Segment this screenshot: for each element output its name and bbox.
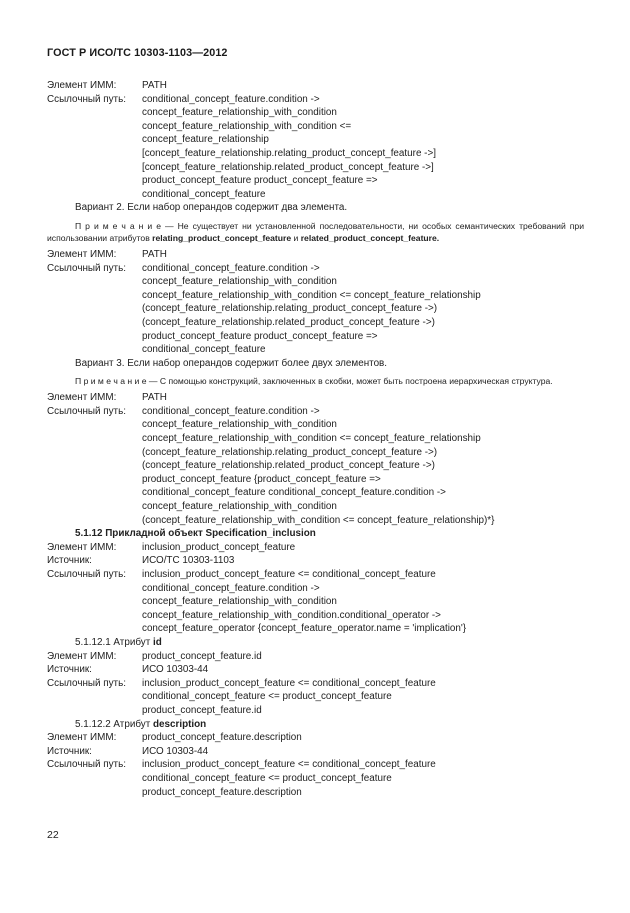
ref-path-line: concept_feature_relationship_with_condition	[142, 276, 337, 288]
ref-path-label: Ссылочный путь:	[47, 262, 126, 274]
ref-path-line: concept_feature_relationship_with_condition	[142, 107, 337, 119]
source-label: Источник:	[47, 664, 92, 676]
ref-path-line: product_concept_feature product_concept_feature =>	[142, 175, 378, 187]
ref-path-line: concept_feature_relationship_with_condition <= concept_feature_relationship	[142, 289, 481, 301]
ref-path-line: inclusion_product_concept_feature <= conditional_concept_feature	[142, 677, 436, 689]
element-label: Элемент ИММ:	[47, 732, 117, 744]
page-number: 22	[47, 829, 59, 841]
ref-path-line: conditional_concept_feature.condition ->	[142, 93, 320, 105]
ref-path-line: conditional_concept_feature conditional_concept_feature.condition ->	[142, 487, 446, 499]
ref-path-line: conditional_concept_feature.condition ->	[142, 405, 320, 417]
attribute-name: id	[152, 636, 162, 648]
element-value: PATH	[142, 248, 167, 260]
element-value: inclusion_product_concept_feature	[142, 541, 296, 553]
ref-path-line: (concept_feature_relationship.relating_product_concept_feature ->)	[142, 303, 438, 315]
element-value: product_concept_feature.id	[142, 650, 262, 662]
ref-path-line: conditional_concept_feature	[142, 188, 266, 200]
ref-path-line: conditional_concept_feature	[142, 344, 266, 356]
ref-path-line: concept_feature_operator {concept_feature_operator.name = 'implication'}	[142, 623, 467, 635]
source-row	[47, 554, 584, 568]
mapping-element-row	[47, 248, 584, 262]
source-value: ИСО/ТС 10303-1103	[142, 555, 235, 567]
element-value: product_concept_feature.description	[142, 732, 302, 744]
mapping-element-row	[47, 79, 584, 93]
element-label: Элемент ИММ:	[47, 80, 117, 91]
attribute-name: description	[152, 718, 207, 730]
note-paragraph: П р и м е ч а н и е — С помощью конструкций, заключенных в скобки, может быть построена иерархическая структура.	[75, 376, 553, 387]
source-label: Источник:	[47, 745, 92, 757]
subsection-prefix: 5.1.12.2 Атрибут	[75, 718, 153, 730]
ref-path-line: product_concept_feature.id	[142, 704, 262, 716]
ref-path-label: Ссылочный путь:	[47, 759, 126, 771]
element-value: PATH	[142, 392, 167, 404]
mapping-element-row	[47, 731, 584, 745]
source-value: ИСО 10303-44	[142, 745, 209, 757]
ref-path-line: concept_feature_relationship_with_condition <=	[142, 120, 352, 132]
document-header: ГОСТ Р ИСО/ТС 10303-1103—2012	[47, 47, 228, 59]
source-row	[47, 745, 584, 759]
element-value: PATH	[142, 80, 167, 91]
ref-path-line: (concept_feature_relationship.relating_product_concept_feature ->)	[142, 446, 438, 458]
ref-path-line: concept_feature_relationship	[142, 134, 269, 146]
source-row	[47, 663, 584, 677]
ref-path-line: (concept_feature_relationship_with_condition <= concept_feature_relationship)*}	[142, 514, 495, 526]
mapping-element-row	[47, 391, 584, 405]
ref-path-line: concept_feature_relationship_with_condition	[142, 596, 337, 608]
note-text: П р и м е ч а н и е — Не существует ни установленной последовательности, ни особых семантических требований при использовании атрибутов	[47, 220, 584, 243]
ref-path-row	[47, 262, 584, 276]
ref-path-label: Ссылочный путь:	[47, 569, 126, 580]
ref-path-line: concept_feature_relationship_with_condition.conditional_operator ->	[142, 609, 441, 621]
ref-path-label: Ссылочный путь:	[47, 93, 126, 105]
ref-path-row	[47, 405, 584, 419]
ref-path-line: [concept_feature_relationship.related_product_concept_feature ->]	[142, 161, 434, 173]
ref-path-line: product_concept_feature {product_concept_feature =>	[142, 473, 381, 485]
mapping-element-row	[47, 650, 584, 664]
note-paragraph	[47, 220, 584, 244]
section-heading: 5.1.12 Прикладной объект Specification_inclusion	[75, 528, 316, 540]
ref-path-line: concept_feature_relationship_with_condition	[142, 501, 337, 513]
ref-path-line: product_concept_feature.description	[142, 786, 302, 798]
subsection-heading	[47, 636, 584, 650]
variant-text: Вариант 2. Если набор операндов содержит два элемента.	[75, 202, 348, 214]
ref-path-line: (concept_feature_relationship.related_product_concept_feature ->)	[142, 316, 435, 328]
ref-path-line: concept_feature_relationship_with_condition	[142, 419, 337, 431]
subsection-prefix: 5.1.12.1 Атрибут	[75, 636, 153, 648]
document-body	[47, 79, 584, 799]
element-label: Элемент ИММ:	[47, 541, 117, 553]
ref-path-line: conditional_concept_feature.condition ->	[142, 582, 320, 594]
ref-path-row	[47, 93, 584, 107]
ref-path-label: Ссылочный путь:	[47, 677, 126, 689]
ref-path-line: [concept_feature_relationship.relating_product_concept_feature ->]	[142, 147, 436, 159]
ref-path-line: conditional_concept_feature <= product_concept_feature	[142, 772, 392, 784]
subsection-heading	[47, 718, 584, 732]
ref-path-line: inclusion_product_concept_feature <= conditional_concept_feature	[142, 569, 436, 580]
source-value: ИСО 10303-44	[142, 664, 209, 676]
source-label: Источник:	[47, 555, 92, 567]
ref-path-line: (concept_feature_relationship.related_product_concept_feature ->)	[142, 460, 435, 472]
note-conj: и	[291, 232, 301, 243]
ref-path-line: inclusion_product_concept_feature <= conditional_concept_feature	[142, 759, 436, 771]
ref-path-label: Ссылочный путь:	[47, 405, 126, 417]
element-label: Элемент ИММ:	[47, 248, 117, 260]
ref-path-line: conditional_concept_feature.condition ->	[142, 262, 320, 274]
ref-path-line: product_concept_feature product_concept_feature =>	[142, 330, 378, 342]
note-attr: related_product_concept_feature.	[300, 232, 440, 243]
ref-path-line: conditional_concept_feature <= product_concept_feature	[142, 691, 392, 703]
mapping-element-row	[47, 541, 584, 555]
ref-path-row	[47, 568, 584, 582]
element-label: Элемент ИММ:	[47, 650, 117, 662]
element-label: Элемент ИММ:	[47, 392, 117, 404]
variant-text: Вариант 3. Если набор операндов содержит более двух элементов.	[75, 357, 388, 369]
note-attr: relating_product_concept_feature	[152, 232, 292, 243]
ref-path-line: concept_feature_relationship_with_condition <= concept_feature_relationship	[142, 433, 481, 445]
ref-path-row	[47, 758, 584, 772]
ref-path-row	[47, 677, 584, 691]
